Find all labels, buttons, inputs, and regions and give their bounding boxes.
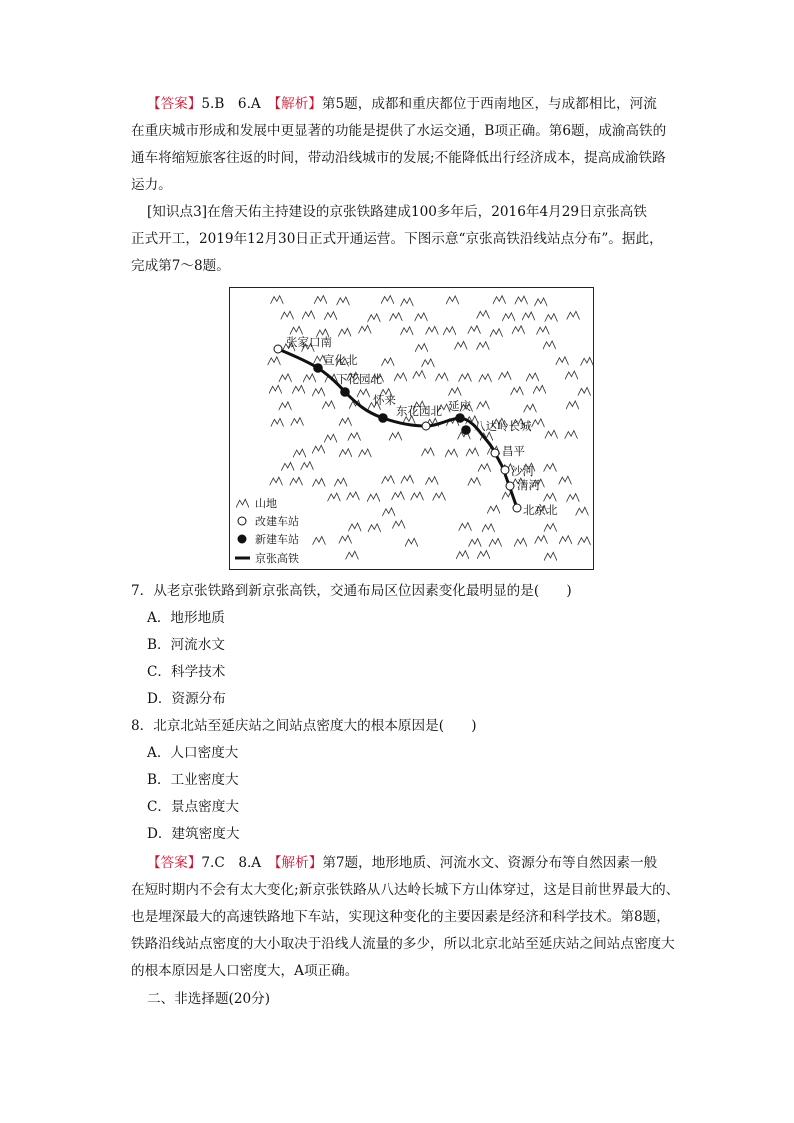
mountain-icon [534, 298, 547, 306]
station-label: 宣化北 [323, 353, 358, 367]
analysis-text: 第5题，成都和重庆都位于西南地区，与成都相比，河流 [321, 96, 657, 112]
mountain-icon [291, 418, 304, 426]
mountain-icon [314, 296, 327, 304]
question-8-stem: 8．北京北站至延庆站之间站点密度大的根本原因是( ) [131, 718, 477, 734]
mountain-icon [477, 310, 490, 318]
station-label: 清河 [517, 478, 540, 492]
mountain-icon [400, 298, 413, 306]
mountain-icon [543, 493, 556, 501]
mountain-icon [322, 401, 335, 409]
answer-tag: 【答案】 [147, 96, 202, 112]
answer-7-8-line-4: 铁路沿线站点密度的大小取决于沿线人流量的多少，所以北京北站至延庆站之间站点密度大 [131, 936, 675, 952]
legend-mountain-label: 山地 [255, 497, 277, 510]
mountain-icon [435, 373, 448, 381]
mountain-icon [479, 374, 492, 382]
mountain-icon [556, 357, 569, 365]
mountain-icon [302, 311, 315, 319]
answer-5-6-line-2: 在重庆城市形成和发展中更显著的功能是提供了水运交通，B项正确。第6题，成渝高铁的 [131, 123, 667, 139]
mountain-icon [382, 476, 395, 484]
mountain-icon [524, 404, 537, 412]
station-label: 张家口南 [286, 335, 332, 349]
station-marker-new [378, 413, 388, 423]
legend-rebuilt-label: 改建车站 [255, 515, 299, 528]
mountain-icon [339, 535, 352, 543]
mountain-icon [522, 312, 535, 320]
mountain-icon [348, 523, 361, 531]
legend-railway-label: 京张高铁 [255, 552, 299, 565]
mountain-icon [357, 389, 370, 397]
mountain-icon [381, 358, 394, 366]
mountain-icon [382, 508, 395, 516]
mountain-icon [279, 402, 292, 410]
station-label: 昌平 [502, 444, 525, 458]
mountain-icon [459, 523, 472, 531]
mountain-icon [578, 537, 591, 545]
analysis-tag: 【解析】 [274, 855, 323, 871]
station-label: 怀来 [373, 393, 396, 407]
mountain-icon [443, 327, 456, 335]
intro-line-2: 正式开工，2019年12月30日正式开通运营。下图示意“京张高铁沿线站点分布”。据此， [131, 231, 663, 247]
mountain-icon [339, 449, 352, 457]
question-8-option-c: C．景点密度大 [147, 799, 239, 815]
mountain-icon [334, 478, 347, 486]
mountain-icon [559, 476, 572, 484]
answer-5-6-line-4: 运力。 [131, 177, 172, 193]
mountain-icon [468, 477, 481, 485]
mountain-icon [468, 326, 481, 334]
answer-values: 7.C 8.A [201, 855, 275, 871]
station-marker-rebuilt [506, 482, 514, 490]
question-7-stem: 7．从老京张铁路到新京张高铁，交通布局区位因素变化最明显的是( ) [131, 583, 572, 599]
mountain-icon [421, 448, 434, 456]
mountain-icon [368, 524, 381, 532]
mountain-icon [394, 373, 407, 381]
mountain-icon [413, 371, 426, 379]
mountain-icon [324, 312, 337, 320]
station-label: 八达岭长城 [474, 419, 532, 433]
mountain-icon [433, 492, 446, 500]
mountain-icon [544, 523, 557, 531]
answer-7-8-line-1 [147, 853, 657, 873]
mountain-icon [545, 430, 558, 438]
mountain-icon [456, 551, 469, 559]
station-label: 延庆 [448, 399, 471, 413]
mountain-icon [415, 344, 428, 352]
answer-5-6-line-3: 通车将缩短旅客往返的时间，带动沿线城市的发展;不能降低出行经济成本，提高成渝铁路 [131, 150, 666, 166]
mountain-icon [493, 296, 506, 304]
station-marker-new [461, 425, 471, 435]
mountain-icon [567, 311, 580, 319]
mountain-icon [270, 477, 283, 485]
mountain-icon [578, 387, 591, 395]
station-label: 东花园北 [396, 404, 442, 418]
mountain-icon [580, 357, 593, 365]
mountain-icon [526, 373, 539, 381]
answer-7-8-line-5: 的根本原因是人口密度大，A项正确。 [131, 963, 359, 979]
station-marker-rebuilt [491, 449, 499, 457]
legend-mountain-icon [236, 499, 249, 507]
mountain-icon [400, 327, 413, 335]
mountain-icon [532, 419, 545, 427]
mountain-icon [512, 326, 525, 334]
mountain-icon [478, 464, 491, 472]
mountain-icon [293, 449, 306, 457]
mountain-icon [415, 313, 428, 321]
station-marker-rebuilt [422, 422, 430, 430]
question-7-option-c: C．科学技术 [147, 664, 226, 680]
intro-line-3: 完成第7～8题。 [131, 258, 230, 274]
section-heading: 二、非选择题(20分) [147, 991, 271, 1007]
mountain-icon [337, 297, 350, 305]
mountain-icon [448, 388, 461, 396]
mountain-icon [565, 431, 578, 439]
mountain-icon [281, 462, 294, 470]
mountain-icon [535, 535, 548, 543]
mountain-icon [543, 341, 556, 349]
question-7-option-a: A．地形地质 [147, 610, 225, 626]
mountain-icon [446, 296, 459, 304]
mountain-icon [389, 313, 402, 321]
railway-map-svg [230, 288, 593, 569]
mountain-icon [411, 492, 424, 500]
mountain-icon [338, 328, 351, 336]
mountain-icon [421, 359, 434, 367]
answer-7-8-line-3: 也是埋深最大的高速铁路地下车站，实现这种变化的主要因素是经济和科学技术。第8题， [131, 909, 670, 925]
mountain-icon [392, 492, 405, 500]
answer-7-8-line-2: 在短时期内不会有太大变化;新京张铁路从八达岭长城下方山体穿过，这是目前世界最大的、 [131, 882, 680, 898]
mountain-icon [490, 329, 503, 337]
mountain-icon [466, 448, 479, 456]
mountain-icon [566, 494, 579, 502]
mountain-icon [515, 296, 528, 304]
station-marker-new [340, 387, 350, 397]
station-label: 北京北 [523, 503, 558, 517]
mountain-icon [425, 477, 438, 485]
mountain-icon [324, 434, 337, 442]
mountain-icon [281, 311, 294, 319]
answer-tag: 【答案】 [147, 855, 202, 871]
mountain-icon [279, 374, 292, 382]
mountain-icon [477, 401, 490, 409]
mountain-icon [511, 387, 524, 395]
mountain-icon [502, 313, 515, 321]
mountain-icon [514, 538, 527, 546]
station-marker-new [313, 363, 323, 373]
mountain-icon [482, 524, 495, 532]
legend-new-icon [238, 535, 247, 544]
question-8-option-d: D．建筑密度大 [147, 826, 240, 842]
station-label: 沙河 [511, 464, 534, 478]
railway-map [229, 287, 594, 570]
mountain-icon [290, 477, 303, 485]
mountain-icon [270, 296, 283, 304]
mountain-icon [477, 551, 490, 559]
mountain-icon [544, 552, 557, 560]
station-marker-rebuilt [513, 504, 521, 512]
analysis-text: 第7题，地形地质、河流水文、资源分布等自然因素一般 [322, 855, 658, 871]
intro-line-1: [知识点3]在詹天佑主持建设的京张铁路建成100多年后，2016年4月29日京张高铁 [147, 204, 647, 220]
mountain-icon [566, 401, 579, 409]
mountain-icon [545, 314, 558, 322]
mountain-icon [487, 505, 500, 513]
mountain-icon [346, 551, 359, 559]
mountain-icon [271, 418, 284, 426]
mountain-icon [292, 385, 305, 393]
question-7-option-d: D．资源分布 [147, 691, 226, 707]
legend-new-label: 新建车站 [255, 533, 299, 546]
mountain-icon [303, 374, 316, 382]
legend-rebuilt-icon [238, 517, 246, 525]
mountain-icon [312, 388, 325, 396]
mountain-icon [358, 449, 371, 457]
mountain-icon [405, 538, 418, 546]
mountain-icon [459, 373, 472, 381]
mountain-icon [533, 385, 546, 393]
mountain-icon [536, 326, 549, 334]
mountain-icon [544, 463, 557, 471]
mountain-icon [401, 475, 414, 483]
analysis-tag: 【解析】 [274, 96, 322, 112]
station-marker-rebuilt [274, 345, 282, 353]
mountain-icon [381, 296, 394, 304]
mountain-icon [301, 462, 314, 470]
mountain-icon [476, 342, 489, 350]
mountain-icon [389, 432, 402, 440]
mountain-icon [312, 445, 325, 453]
mountain-icon [559, 536, 572, 544]
mountain-icon [268, 357, 281, 365]
question-8-option-a: A．人口密度大 [147, 745, 239, 761]
question-8-option-b: B．工业密度大 [147, 772, 239, 788]
mountain-icon [468, 539, 481, 547]
mountain-icon [392, 520, 405, 528]
mountain-icon [489, 539, 502, 547]
mountain-icon [576, 507, 589, 515]
mountain-icon [312, 537, 325, 545]
mountain-icon [346, 492, 359, 500]
mountain-icon [290, 326, 303, 334]
mountain-icon [269, 385, 282, 393]
mountain-icon [358, 325, 371, 333]
mountain-icon [454, 341, 467, 349]
station-marker-new [455, 413, 465, 423]
station-label: 下花园北 [336, 372, 382, 386]
mountain-icon [425, 326, 438, 334]
answer-values: 5.B 6.A [201, 96, 275, 112]
mountain-icon [339, 418, 352, 426]
mountain-icon [367, 314, 380, 322]
mountain-icon [445, 449, 458, 457]
question-7-option-b: B．河流水文 [147, 637, 225, 653]
mountain-icon [348, 432, 361, 440]
mountain-icon [312, 478, 325, 486]
mountain-icon [565, 371, 578, 379]
answer-5-6-line-1 [147, 94, 657, 114]
mountain-icon [327, 493, 340, 501]
mountain-icon [498, 372, 511, 380]
station-marker-rebuilt [501, 466, 509, 474]
mountain-icon [367, 493, 380, 501]
map-legend [235, 496, 299, 565]
